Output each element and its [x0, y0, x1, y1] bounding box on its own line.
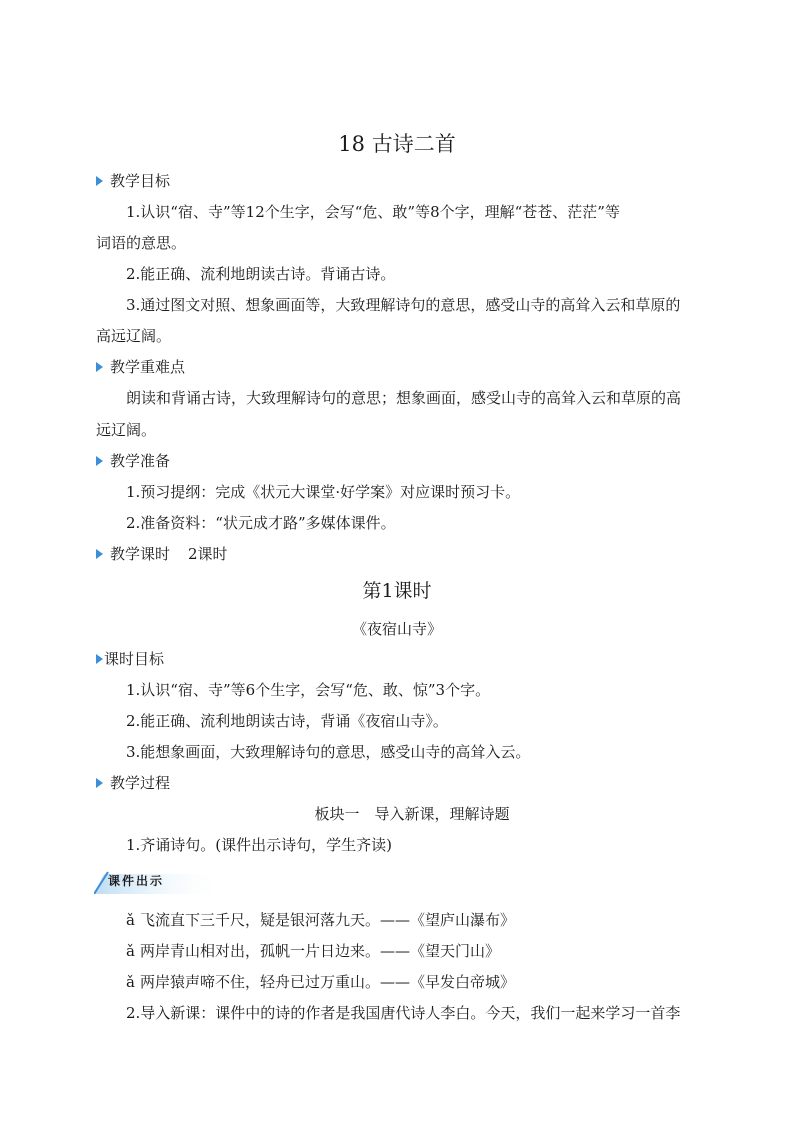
lesson-objective-line: 3.能想象画面，大致理解诗句的意思，感受山寺的高耸入云。	[126, 743, 531, 761]
triangle-bullet-icon	[96, 362, 103, 372]
section-heading-text: 教学过程	[110, 774, 171, 792]
objective-line: 2.能正确、流利地朗读古诗。背诵古诗。	[126, 265, 396, 283]
key-points-line: 远辽阔。	[96, 421, 157, 439]
section-heading-text: 教学准备	[110, 452, 171, 470]
poem-title: 《夜宿山寺》	[351, 620, 442, 638]
triangle-bullet-icon	[96, 549, 103, 559]
section-key-points-heading	[96, 357, 185, 377]
lesson-objective-line: 2.能正确、流利地朗读古诗，背诵《夜宿山寺》。	[126, 712, 448, 730]
section-objectives-heading	[96, 171, 170, 191]
triangle-bullet-icon	[96, 456, 103, 466]
lesson-title: 第1课时	[362, 580, 432, 602]
section-hours-heading	[96, 544, 228, 564]
section-heading-text: 教学课时	[110, 545, 171, 563]
block-title: 板块一 导入新课，理解诗题	[314, 805, 510, 823]
page-title: 18 古诗二首	[338, 132, 456, 156]
objective-line: 词语的意思。	[96, 234, 187, 252]
verse-marker: ǎ	[126, 942, 135, 960]
lesson-objectives-heading	[96, 649, 164, 669]
preparation-line: 1.预习提纲：完成《状元大课堂·好学案》对应课时预习卡。	[126, 483, 521, 501]
verse-text: 两岸猿声啼不住，轻舟已过万重山。——《早发白帝城》	[140, 973, 516, 991]
section-process-heading	[96, 773, 170, 793]
verse-line	[126, 910, 756, 930]
verse-marker: ǎ	[126, 973, 135, 991]
verse-text: 两岸青山相对出，孤帆一片日边来。——《望天门山》	[140, 942, 501, 960]
step-line: 1.齐诵诗句。(课件出示诗句，学生齐读)	[126, 836, 393, 854]
triangle-bullet-icon	[96, 654, 103, 664]
verse-marker: ǎ	[126, 911, 135, 929]
hours-value: 2课时	[188, 545, 228, 563]
step-line: 2.导入新课：课件中的诗的作者是我国唐代诗人李白。今天，我们一起来学习一首李	[126, 1004, 681, 1022]
objective-line: 3.通过图文对照、想象画面等，大致理解诗句的意思，感受山寺的高耸入云和草原的	[126, 296, 681, 314]
verse-line	[126, 972, 756, 992]
section-heading-text: 教学目标	[110, 172, 171, 190]
triangle-bullet-icon	[96, 176, 103, 186]
objective-line: 高远辽阔。	[96, 327, 172, 345]
section-heading-text: 教学重难点	[110, 358, 186, 376]
preparation-line: 2.准备资料：“状元成才路”多媒体课件。	[126, 514, 396, 532]
section-preparation-heading	[96, 451, 170, 471]
objective-line: 1.认识“宿、寺”等12个生字，会写“危、敢”等8个字，理解“苍苍、茫茫”等	[126, 203, 620, 221]
verse-line	[126, 941, 756, 961]
key-points-line: 朗读和背诵古诗，大致理解诗句的意思；想象画面，感受山寺的高耸入云和草原的高	[126, 389, 682, 407]
verse-text: 飞流直下三千尺，疑是银河落九天。——《望庐山瀑布》	[140, 911, 516, 929]
lesson-objective-line: 1.认识“宿、寺”等6个生字，会写“危、敢、惊”3个字。	[126, 681, 491, 699]
section-heading-text: 课时目标	[104, 650, 165, 668]
courseware-label: 课件出示	[108, 874, 165, 888]
triangle-bullet-icon	[96, 778, 103, 788]
